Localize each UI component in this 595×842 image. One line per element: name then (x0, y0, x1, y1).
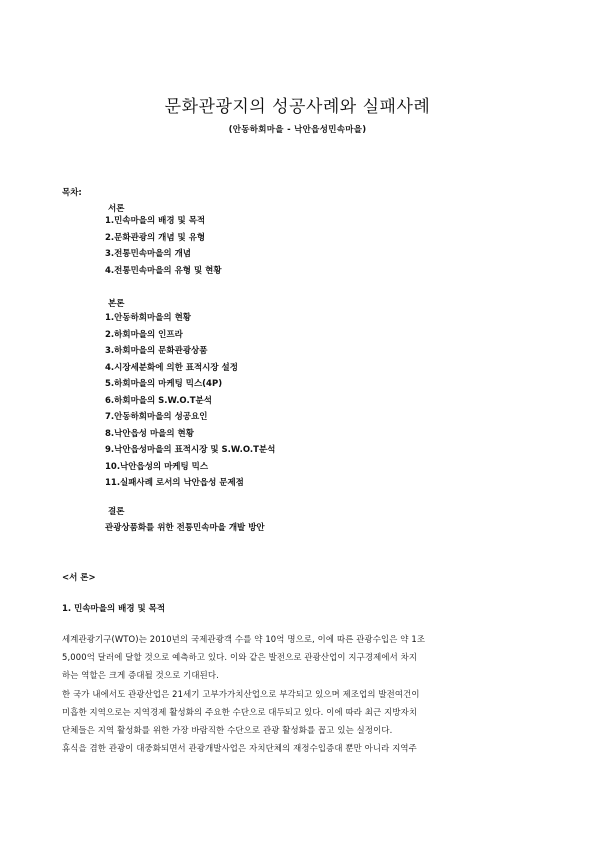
body-line: 미흡한 지역으로는 지역경제 활성화의 주요한 수단으로 대두되고 있다. 이에 따라 최근 지방자치 (62, 706, 418, 717)
toc-item: 1.안동하회마을의 현황 (105, 313, 192, 323)
intro-section-marker: <서 론> (62, 573, 96, 583)
toc-item: 4.전통민속마을의 유형 및 현황 (105, 265, 222, 276)
section-title: 1. 민속마을의 배경 및 목적 (62, 604, 166, 614)
body-line: 세계관광기구(WTO)는 2010년의 국제관광객 수를 약 10억 명으로, 이에 따른 관광수입은 약 1조 (62, 634, 426, 644)
toc-body-heading: 본론 (108, 299, 125, 309)
toc-item: 10.낙안읍성의 마케팅 믹스 (105, 461, 209, 472)
toc-item: 7.안동하회마을의 성공요인 (105, 412, 208, 422)
body-line: 5,000억 달러에 달할 것으로 예측하고 있다. 이와 같은 발전으로 관광산업이 지구경제에서 차지 (62, 652, 418, 663)
toc-item: 11.실패사례 로서의 낙안읍성 문제점 (105, 478, 244, 488)
toc-item: 6.하회마을의 S.W.O.T분석 (105, 395, 212, 406)
toc-body-list (105, 310, 275, 492)
document-title: 문화관광지의 성공사례와 실패사례 (164, 97, 431, 117)
toc-item: 4.시장세분화에 의한 표적시장 설정 (105, 362, 238, 373)
toc-item: 9.낙안읍성마을의 표적시장 및 S.W.O.T분석 (105, 445, 276, 455)
toc-item: 2.하회마을의 인프라 (105, 329, 183, 340)
toc-intro-list (105, 213, 222, 279)
toc-item: 2.문화관광의 개념 및 유형 (105, 232, 206, 243)
toc-conclusion-heading: 결론 (108, 507, 125, 517)
body-paragraph (62, 630, 534, 757)
body-line: 휴식을 겸한 관광이 대중화되면서 관광개발사업은 자치단체의 재정수입증대 뿐만 아니라 지역주 (62, 743, 417, 754)
toc-item: 3.하회마을의 문화관광상품 (105, 346, 208, 356)
toc-item: 8.낙안읍성 마을의 현황 (105, 428, 194, 439)
document-subtitle: (안동하회마을 - 낙안읍성민속마을) (228, 125, 367, 135)
toc-label: 목차: (62, 188, 82, 198)
toc-item: 관광상품화를 위한 전통민속마을 개발 방안 (105, 523, 265, 533)
toc-intro-heading: 서론 (108, 204, 125, 214)
body-line: 한 국가 내에서도 관광산업은 21세기 고부가가치산업으로 부각되고 있으며 제조업의 발전여건이 (62, 688, 420, 699)
body-line: 단체들은 지역 활성화를 위한 가장 바람직한 수단으로 관광 활성화를 꼽고 있는 실정이다. (62, 724, 393, 735)
toc-item: 3.전통민속마을의 개념 (105, 249, 192, 259)
toc-item: 5.하회마을의 마케팅 믹스(4P) (105, 379, 223, 389)
body-line: 하는 역할은 크게 증대될 것으로 기대된다. (62, 670, 219, 681)
toc-item: 1.민속마을의 배경 및 목적 (105, 216, 206, 226)
